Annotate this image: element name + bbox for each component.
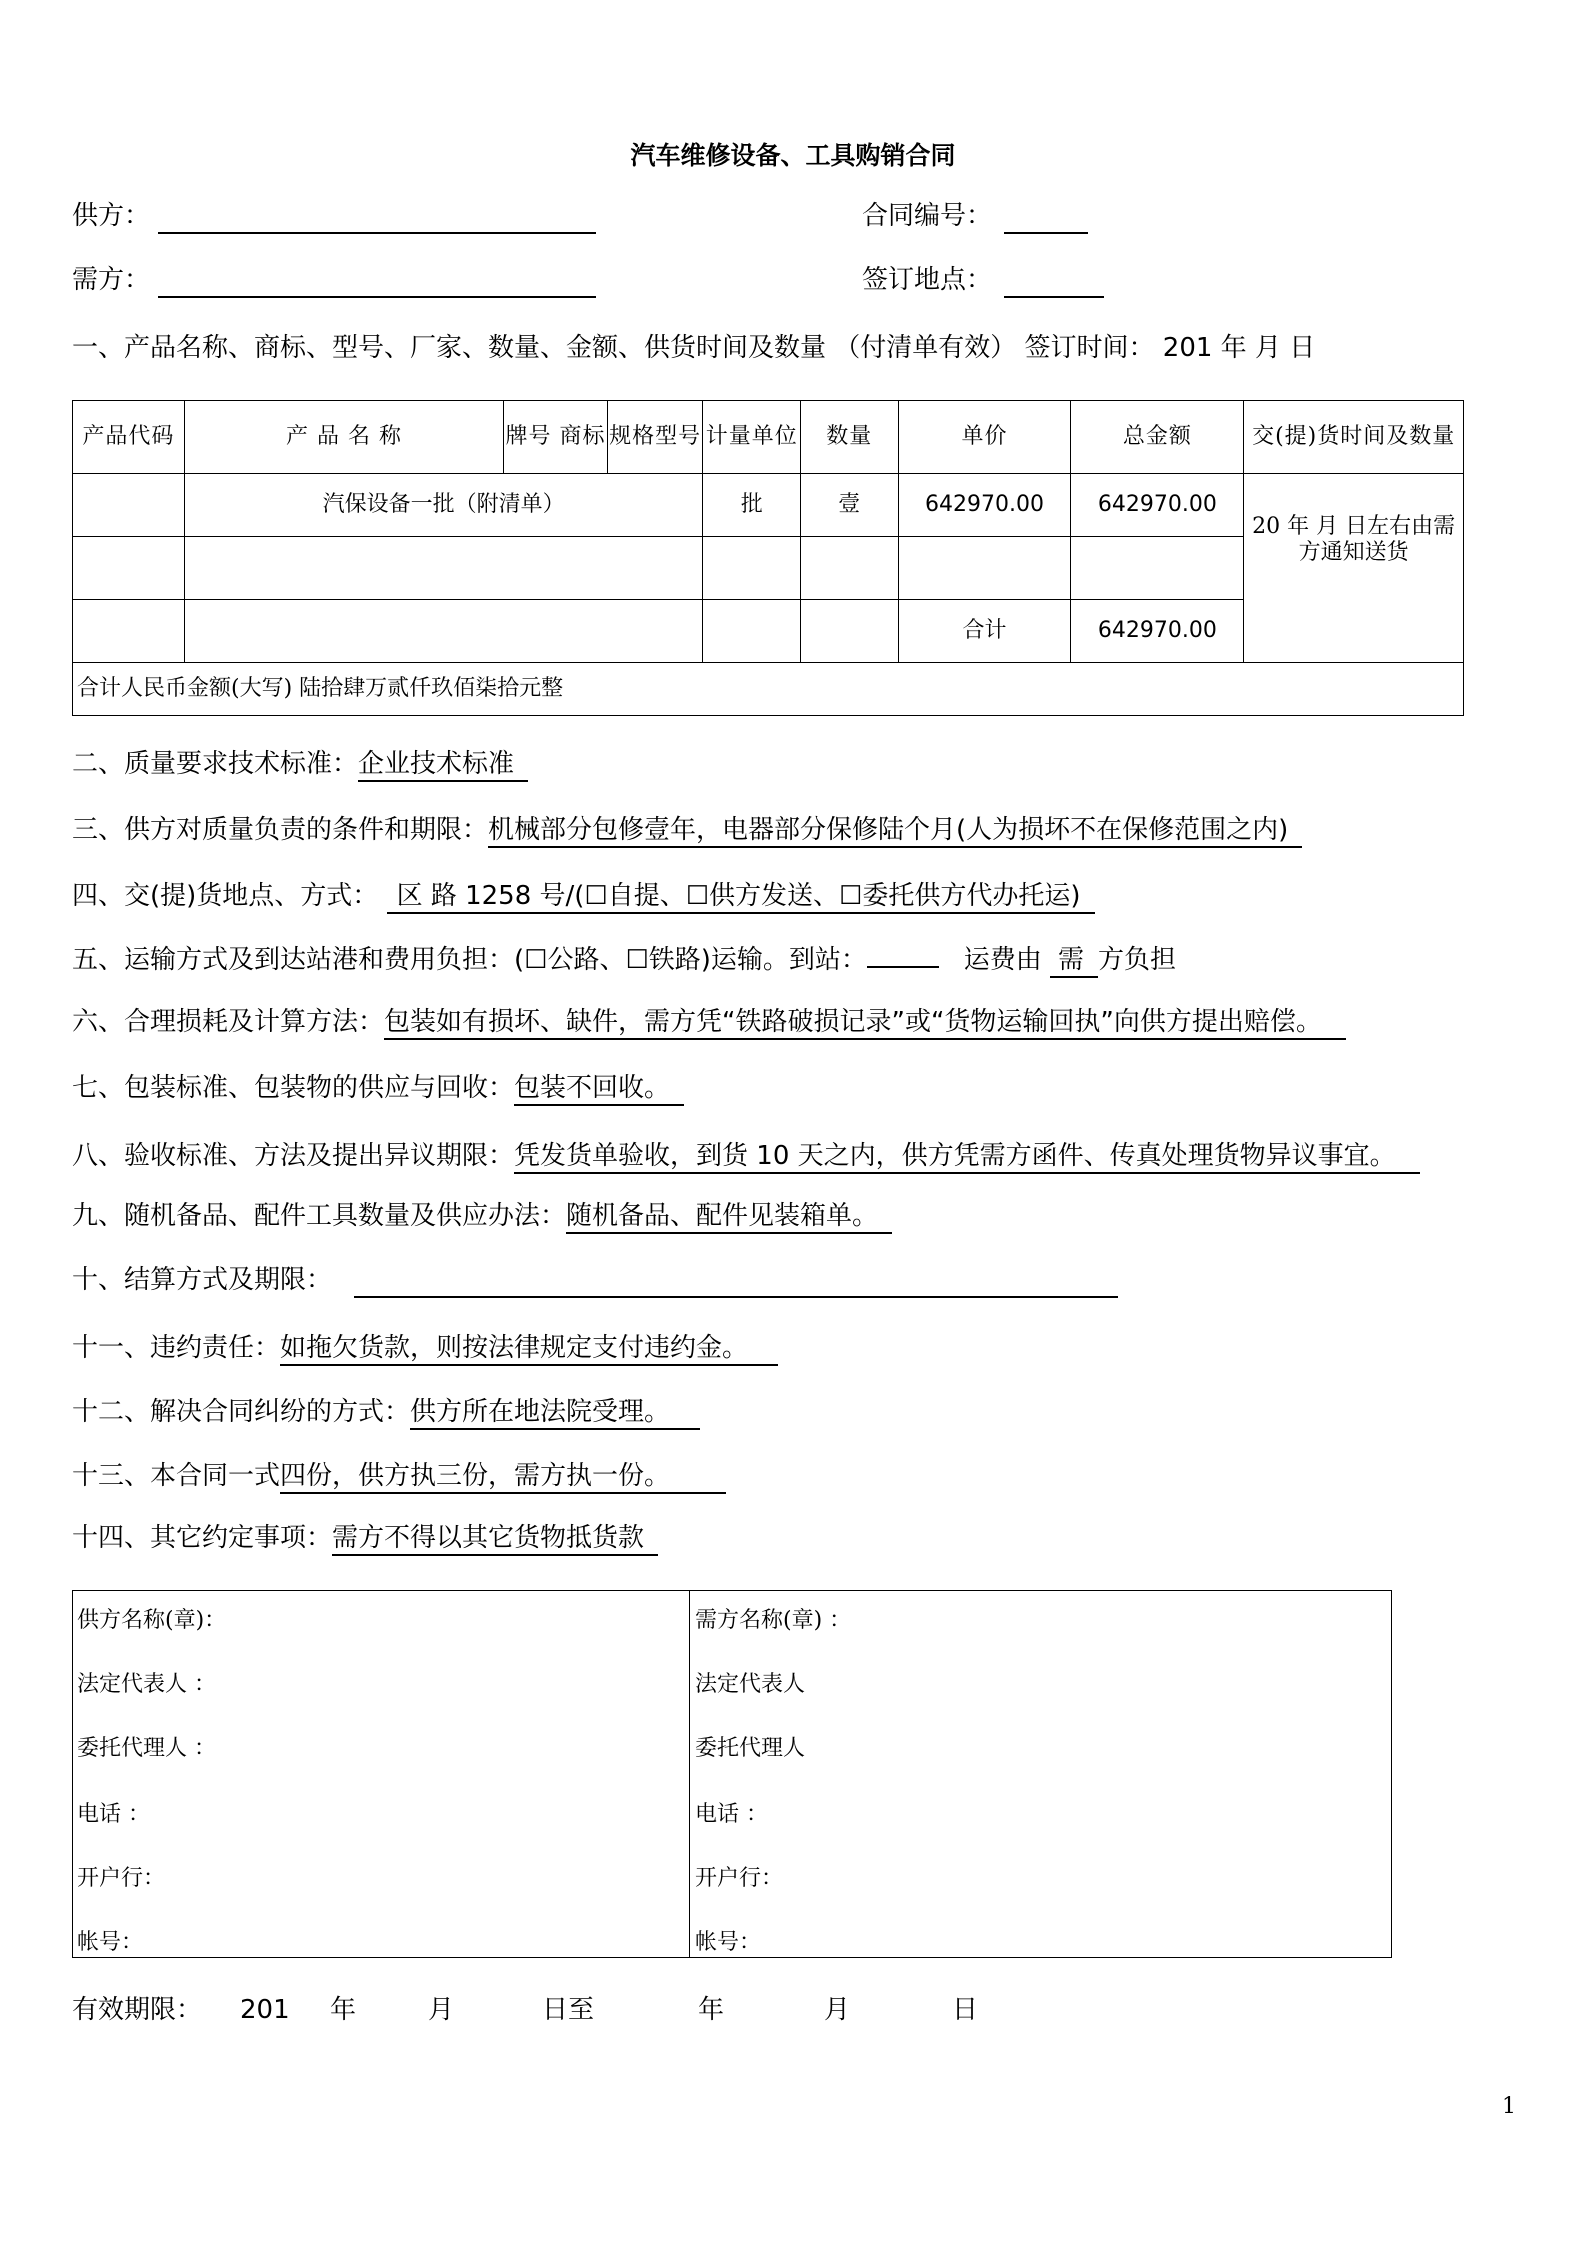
clause-5-label: 五、运输方式及到达站港和费用负担： (72, 945, 515, 975)
clause-4 (72, 880, 1095, 914)
clause-5-freight: 运费由 (963, 945, 1042, 975)
validity-end-day-unit: 日 (952, 1995, 979, 2025)
contract-no-field[interactable] (1004, 232, 1088, 234)
clause-11-value: 如拖欠货款，则按法律规定支付违约金。 (280, 1332, 778, 1366)
clause-11-label: 十一、违约责任： (72, 1333, 281, 1363)
buyer-label: 需方： (72, 265, 151, 295)
clause-9-label: 九、随机备品、配件工具数量及供应办法： (72, 1201, 567, 1231)
cell-price-1: 642970.00 (898, 474, 1071, 537)
header-product-code: 产品代码 (73, 401, 185, 474)
supplier-field[interactable] (158, 232, 596, 234)
clause-5-payer: 需 (1050, 944, 1098, 978)
clause-2-label: 二、质量要求技术标准： (72, 749, 359, 779)
clause-3 (72, 814, 1302, 848)
buyer-account: 帐号： (695, 1930, 762, 1955)
clause-5-transport: (☐公路、☐铁路)运输。到站： (514, 945, 867, 975)
settlement-field[interactable] (354, 1296, 1118, 1298)
supplier-phone: 电话 ： (77, 1802, 150, 1827)
buyer-field[interactable] (158, 296, 596, 298)
header-quantity: 数量 (801, 401, 899, 474)
validity-start-month-unit: 月 (428, 1995, 455, 2025)
validity-start-day-to: 日至 (542, 1995, 595, 2025)
clause-13 (72, 1460, 670, 1492)
clause-14-value: 需方不得以其它货物抵货款 (332, 1522, 658, 1556)
clause-7-value: 包装不回收。 (514, 1072, 684, 1106)
header-unit: 计量单位 (703, 401, 801, 474)
cell-code-1 (73, 474, 185, 537)
clause-8-value: 凭发货单验收，到货 10 天之内，供方凭需方函件、传真处理货物异议事宜。 (514, 1140, 1420, 1174)
section-1-heading: 一、产品名称、商标、型号、厂家、数量、金额、供货时间及数量 （付清单有效） 签订时间： 201 年 月 日 (72, 333, 1316, 363)
buyer-phone: 电话 ： (695, 1802, 768, 1827)
total-rmb-words: 合计人民币金额(大写) 陆拾肆万贰仟玖佰柒拾元整 (73, 663, 1464, 716)
cell-empty (703, 600, 801, 663)
clause-8 (72, 1140, 1420, 1174)
validity-start-year-unit: 年 (330, 1995, 357, 2025)
arrival-station-field[interactable] (867, 966, 939, 968)
validity-end-year-unit: 年 (698, 1995, 725, 2025)
cell-amount-1: 642970.00 (1071, 474, 1244, 537)
subtotal-amount: 642970.00 (1071, 600, 1244, 663)
buyer-agent: 委托代理人 (695, 1736, 806, 1761)
cell-empty (184, 600, 703, 663)
clause-4-value: 区 路 1258 号/(☐自提、☐供方发送、☐委托供方代办托运) (387, 880, 1095, 914)
sign-place-label: 签订地点： (862, 265, 993, 295)
contract-no-label: 合同编号： (862, 201, 993, 231)
supplier-account: 帐号： (77, 1930, 144, 1955)
cell-empty (184, 537, 703, 600)
clause-13-value: 十三、本合同一式四份，供方执三份，需方执一份。 (72, 1461, 671, 1491)
cell-unit-1: 批 (703, 474, 801, 537)
clause-3-value: 机械部分包修壹年，电器部分保修陆个月(人为损坏不在保修范围之内) (488, 814, 1302, 848)
clause-4-label: 四、交(提)货地点、方式： (72, 881, 379, 911)
validity-label: 有效期限： (72, 1995, 203, 2025)
clause-12-label: 十二、解决合同纠纷的方式： (72, 1397, 411, 1427)
cell-empty (73, 600, 185, 663)
cell-empty (703, 537, 801, 600)
header-spec: 规格型号 (607, 401, 703, 474)
clause-10-label: 十、结算方式及期限： (72, 1265, 333, 1295)
clause-6-value: 包装如有损坏、缺件，需方凭“铁路破损记录”或“货物运输回执”向供方提出赔偿。 (384, 1006, 1346, 1040)
clause-6 (72, 1006, 1346, 1040)
header-total-amount: 总金额 (1071, 401, 1244, 474)
clause-2-value: 企业技术标准 (358, 748, 528, 782)
contract-title: 汽车维修设备、工具购销合同 (630, 141, 956, 170)
clause-8-label: 八、验收标准、方法及提出异议期限： (72, 1141, 515, 1171)
clause-14 (72, 1522, 658, 1556)
supplier-label: 供方： (72, 201, 151, 231)
clause-5-burden: 方负担 (1098, 945, 1177, 975)
buyer-legal-rep: 法定代表人 (695, 1672, 806, 1697)
clause-2 (72, 748, 528, 782)
cell-name-1: 汽保设备一批（附清单） (184, 474, 703, 537)
clause-13-underline (280, 1492, 726, 1494)
clause-12 (72, 1396, 700, 1430)
clause-7-label: 七、包装标准、包装物的供应与回收： (72, 1073, 515, 1103)
supplier-signature-column (73, 1591, 690, 1957)
cell-empty (73, 537, 185, 600)
clause-12-value: 供方所在地法院受理。 (410, 1396, 700, 1430)
signature-box (72, 1590, 1392, 1958)
clause-7 (72, 1072, 684, 1106)
validity-end-month-unit: 月 (824, 1995, 851, 2025)
clause-5 (72, 944, 1176, 978)
supplier-bank: 开户行： (77, 1866, 166, 1891)
cell-empty (898, 537, 1071, 600)
clause-11 (72, 1332, 778, 1366)
buyer-bank: 开户行： (695, 1866, 784, 1891)
goods-table (72, 400, 1464, 716)
cell-empty (1071, 537, 1244, 600)
header-product-name: 产 品 名 称 (184, 401, 503, 474)
page-number: 1 (1502, 2094, 1516, 2119)
supplier-legal-rep: 法定代表人 ： (77, 1672, 216, 1697)
buyer-name-seal: 需方名称(章) ： (695, 1608, 852, 1633)
clause-6-label: 六、合理损耗及计算方法： (72, 1007, 385, 1037)
sign-place-field[interactable] (1004, 296, 1104, 298)
cell-qty-1: 壹 (801, 474, 899, 537)
supplier-name-seal: 供方名称(章)： (77, 1608, 227, 1633)
header-brand: 牌号 商标 (504, 401, 608, 474)
cell-delivery: 20 年 月 日左右由需方通知送货 (1244, 474, 1464, 663)
buyer-signature-column (691, 1591, 1391, 1957)
clause-14-label: 十四、其它约定事项： (72, 1523, 333, 1553)
clause-9 (72, 1200, 892, 1234)
subtotal-label: 合计 (898, 600, 1071, 663)
validity-start-year: 201 (240, 1995, 290, 2025)
supplier-agent: 委托代理人 ： (77, 1736, 216, 1761)
header-delivery: 交(提)货时间及数量 (1244, 401, 1464, 474)
clause-3-label: 三、供方对质量负责的条件和期限： (72, 815, 489, 845)
cell-empty (801, 537, 899, 600)
clause-9-value: 随机备品、配件见装箱单。 (566, 1200, 892, 1234)
cell-empty (801, 600, 899, 663)
header-unit-price: 单价 (898, 401, 1071, 474)
